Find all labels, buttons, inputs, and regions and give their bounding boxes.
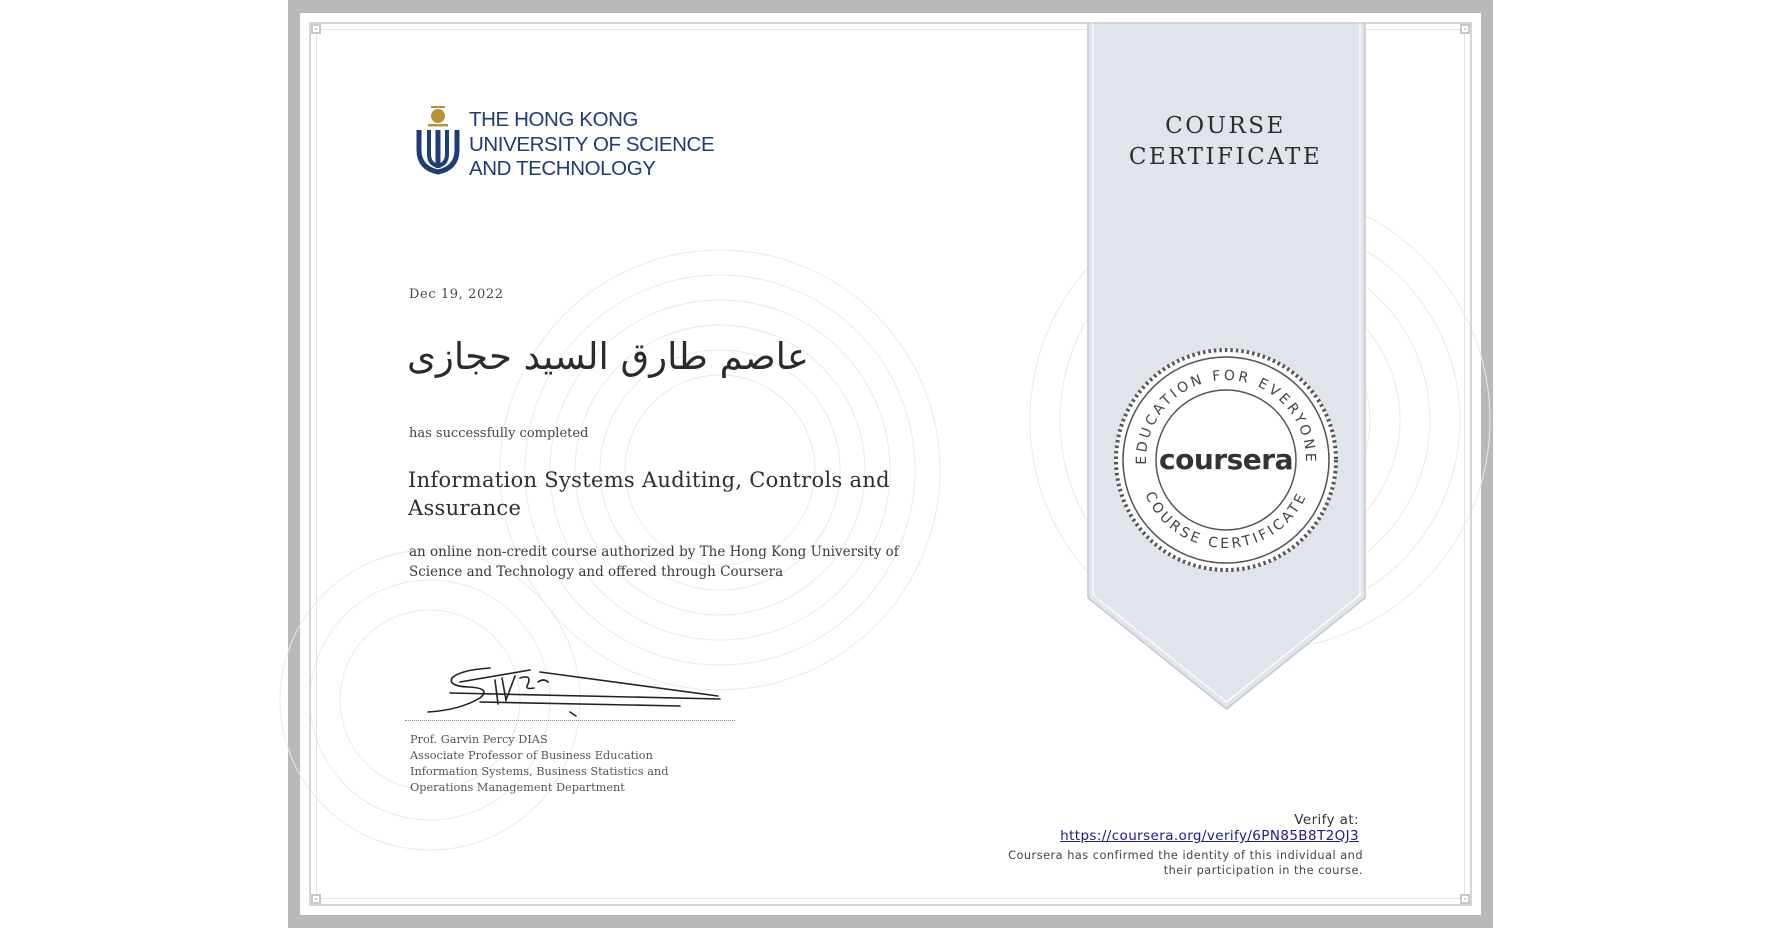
hkust-wordmark: [469, 108, 714, 182]
issue-date: Dec 19, 2022: [409, 287, 504, 302]
ribbon-title-line-1: COURSE: [1165, 113, 1286, 139]
frame-corner-top-left: [311, 24, 321, 34]
logo-line-3: AND TECHNOLOGY: [469, 157, 656, 180]
frame-corner-top-right: [1460, 24, 1470, 34]
course-title: Information Systems Auditing, Controls and Assurance: [408, 468, 890, 520]
coursera-wordmark: coursera: [1159, 443, 1293, 476]
signatory-name: Prof. Garvin Percy DIAS: [410, 733, 548, 746]
verify-label: Verify at:: [1294, 812, 1359, 828]
signatory-title-line-2: Information Systems, Business Statistics and: [410, 765, 669, 778]
coursera-seal: [1111, 345, 1341, 575]
hkust-emblem-icon: [415, 106, 461, 178]
signatory-block: [410, 732, 668, 796]
seal-ring-bottom-text: COURSE CERTIFICATE: [1141, 489, 1311, 553]
ribbon-title: [1087, 111, 1364, 173]
verify-note-line-1: Coursera has confirmed the identity of this individual and: [1008, 849, 1363, 862]
seal-ring-top-text: EDUCATION FOR EVERYONE: [1133, 367, 1319, 465]
signatory-title-line-3: Operations Management Department: [410, 781, 625, 794]
course-description: an online non-credit course authorized by The Hong Kong University of Science and Technology and offered through Coursera: [409, 544, 899, 580]
hkust-logo: [415, 106, 715, 180]
verify-note: [983, 848, 1363, 878]
verify-block: [1060, 812, 1359, 845]
recipient-name: عاصم طارق السيد حجازى: [407, 335, 809, 378]
verify-note-line-2: their participation in the course.: [1163, 864, 1363, 877]
signature-line: [405, 720, 735, 721]
completed-text: has successfully completed: [409, 426, 589, 441]
logo-line-1: THE HONG KONG: [469, 108, 639, 131]
signatory-title-line-1: Associate Professor of Business Education: [410, 749, 653, 762]
signature-image: [420, 660, 730, 720]
ribbon-title-line-2: CERTIFICATE: [1128, 144, 1323, 170]
logo-line-2: UNIVERSITY OF SCIENCE: [469, 132, 715, 156]
frame-corner-bottom-left: [311, 894, 321, 904]
frame-corner-bottom-right: [1460, 894, 1470, 904]
verify-link[interactable]: https://coursera.org/verify/6PN85B8T2QJ3: [1060, 828, 1359, 844]
